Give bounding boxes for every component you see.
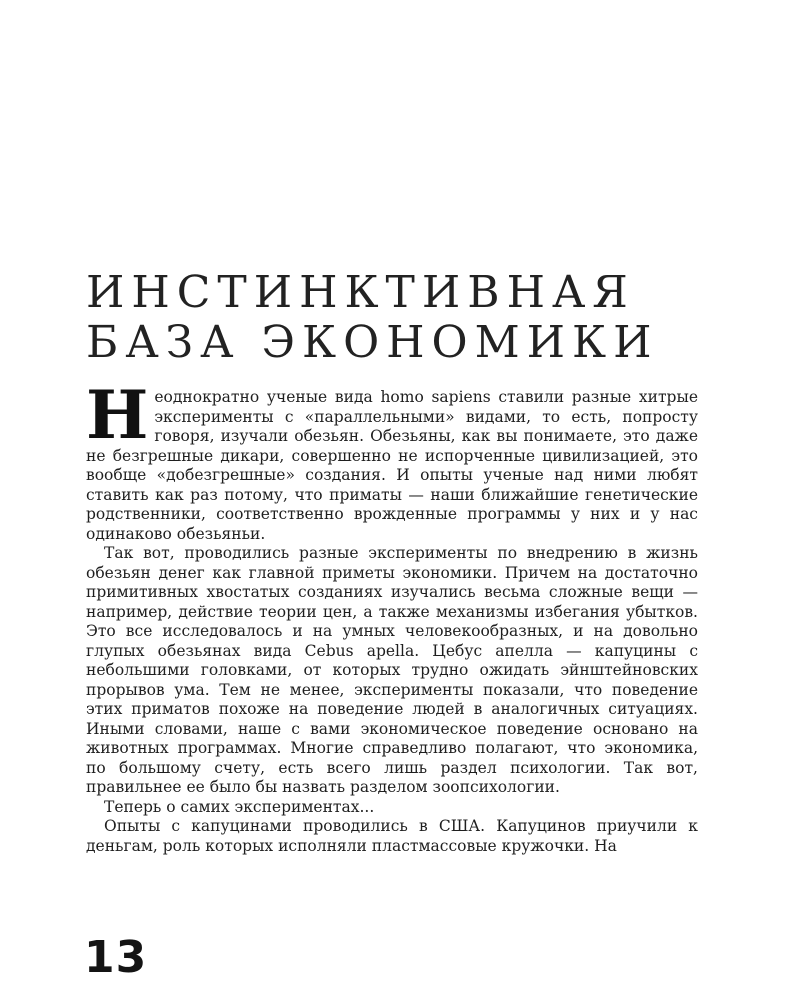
paragraph-1-text: еоднократно ученые вида homo sapiens ставили разные хитрые эксперименты с «параллельными» видами, то есть, попросту говоря, изучали обезьян. Обезьяны, как вы понимаете, это даже не безгрешные дикари, совершенно не испорченные цивилизацией, это вообще «добезгрешные» создания. И опыты ученые над ними любят ставить как раз потому, что приматы — наши ближайшие генетические родственники, соответственно врожденные программы у них и у нас одинаково обезьяньи. <box>86 388 698 543</box>
chapter-title <box>86 268 658 368</box>
chapter-title-line-1: ИНСТИНКТИВНАЯ <box>86 267 635 318</box>
chapter-body <box>86 376 698 856</box>
paragraph-4: Опыты с капуцинами проводились в США. Капуцинов приучили к деньгам, роль которых исполняли пластмассовые кружочки. На <box>86 817 698 855</box>
paragraph-3: Теперь о самих экспериментах... <box>104 797 375 816</box>
chapter-title-line-2: БАЗА ЭКОНОМИКИ <box>86 317 659 368</box>
drop-cap: Н <box>86 376 149 454</box>
page-number: 13 <box>84 932 148 983</box>
paragraph-1 <box>86 376 698 544</box>
paragraph-2: Так вот, проводились разные эксперименты по внедрению в жизнь обезьян денег как главной приметы экономики. Причем на достаточно примитивных хвостатых созданиях изучались весьма сложные вещи — например, действие теории цен, а также механизмы избегания убытков. Это все исследовалось и на умных человекообразных, и на довольно глупых обезьянах вида Cebus apella. Цебус апелла — капуцины с небольшими головками, от которых трудно ожидать эйнштейновских прорывов ума. Тем не менее, эксперименты показали, что поведение этих приматов похоже на поведение людей в аналогичных ситуациях. Иными словами, наше с вами экономическое поведение основано на животных программах. Многие справедливо полагают, что экономика, по большому счету, есть всего лишь раздел психологии. Так вот, правильнее ее было бы назвать разделом зоопсихологии. <box>86 544 698 796</box>
